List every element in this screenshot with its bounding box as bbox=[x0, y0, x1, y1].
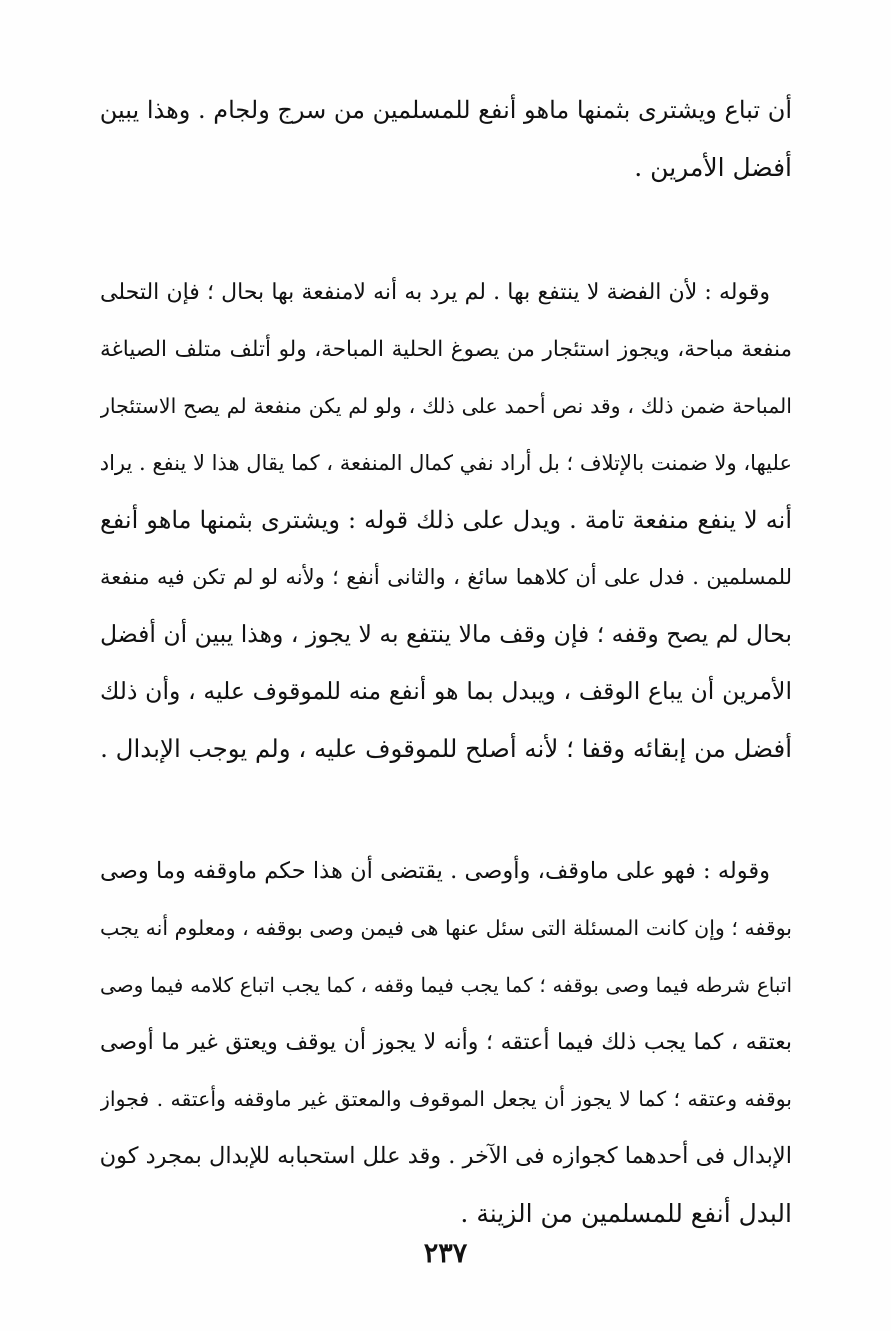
text-line: بعتقه ، كما يجب ذلك فيما أعتقه ؛ وأنه لا يجوز أن يوقف ويعتق غير ما أوصى bbox=[100, 1030, 792, 1055]
text-line: أفضل الأمرين . bbox=[634, 153, 792, 182]
text-line: بوقفه ؛ وإن كانت المسئلة التى سئل عنها هى فيمن وصى بوقفه ، ومعلوم أنه يجب bbox=[100, 916, 792, 940]
text-line: وقوله : فهو على ماوقف، وأوصى . يقتضى أن هذا حكم ماوقفه وما وصى bbox=[100, 858, 770, 884]
paragraph-2 bbox=[100, 264, 792, 777]
paragraph-3 bbox=[100, 843, 792, 1242]
text-line: الإبدال فى أحدهما كجوازه فى الآخر . وقد علل استحبابه للإبدال بمجرد كون bbox=[100, 1143, 792, 1169]
text-line: أن تباع ويشترى بثمنها ماهو أنفع للمسلمين من سرج ولجام . وهذا يبين bbox=[100, 96, 792, 124]
page-text-body bbox=[100, 82, 792, 1242]
text-line: اتباع شرطه فيما وصى بوقفه ؛ كما يجب فيما وقفه ، كما يجب اتباع كلامه فيما وصى bbox=[100, 973, 792, 997]
text-line: البدل أنفع للمسلمين من الزينة . bbox=[460, 1199, 792, 1228]
text-line: بحال لم يصح وقفه ؛ فإن وقف مالا ينتفع به لا يجوز ، وهذا يبين أن أفضل bbox=[100, 620, 792, 648]
text-line: المباحة ضمن ذلك ، وقد نص أحمد على ذلك ، ولو لم يكن منفعة لم يصح الاستئجار bbox=[100, 394, 792, 418]
text-line: للمسلمين . فدل على أن كلاهما سائغ ، والثانى أنفع ؛ ولأنه لو لم تكن فيه منفعة bbox=[100, 565, 792, 589]
text-line: عليها، ولا ضمنت بالإتلاف ؛ بل أراد نفي كمال المنفعة ، كما يقال هذا لا ينفع . يراد bbox=[100, 451, 792, 475]
text-line: منفعة مباحة، ويجوز استئجار من يصوغ الحلية المباحة، ولو أتلف متلف الصياغة bbox=[100, 337, 792, 362]
page-number: ٢٣٧ bbox=[423, 1238, 468, 1269]
text-line: الأمرين أن يباع الوقف ، ويبدل بما هو أنفع منه للموقوف عليه ، وأن ذلك bbox=[100, 677, 792, 705]
text-line: وقوله : لأن الفضة لا ينتفع بها . لم يرد به أنه لامنفعة بها بحال ؛ فإن التحلى bbox=[100, 280, 770, 305]
paragraph-1 bbox=[100, 82, 792, 196]
text-line: أفضل من إبقائه وقفا ؛ لأنه أصلح للموقوف عليه ، ولم يوجب الإبدال . bbox=[100, 734, 792, 763]
text-line: أنه لا ينفع منفعة تامة . ويدل على ذلك قوله : ويشترى بثمنها ماهو أنفع bbox=[100, 506, 792, 534]
text-line: بوقفه وعتقه ؛ كما لا يجوز أن يجعل الموقوف والمعتق غير ماوقفه وأعتقه . فجواز bbox=[100, 1087, 792, 1111]
